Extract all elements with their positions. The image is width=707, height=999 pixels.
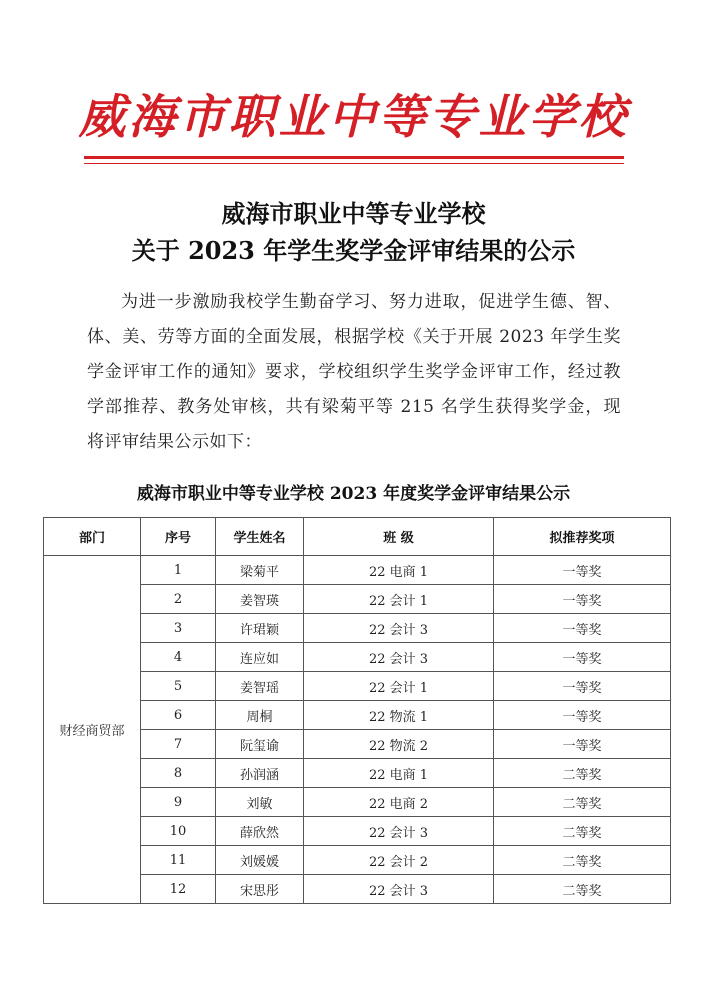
cell-award: 一等奖: [494, 672, 671, 701]
cell-name: 阮玺谕: [216, 730, 304, 759]
cell-award: 一等奖: [494, 614, 671, 643]
cell-award: 二等奖: [494, 846, 671, 875]
cell-award: 一等奖: [494, 585, 671, 614]
cell-no: 12: [141, 875, 216, 904]
cell-class: 22 会计 3: [304, 817, 494, 846]
cell-name: 刘媛媛: [216, 846, 304, 875]
letterhead-rule-thick: [84, 156, 624, 159]
cell-no: 1: [141, 556, 216, 585]
cell-award: 二等奖: [494, 817, 671, 846]
header-name: 学生姓名: [216, 518, 304, 556]
cell-award: 一等奖: [494, 730, 671, 759]
cell-no: 8: [141, 759, 216, 788]
cell-class: 22 会计 1: [304, 585, 494, 614]
cell-no: 11: [141, 846, 216, 875]
cell-award: 一等奖: [494, 556, 671, 585]
letterhead-school-name: 威海市职业中等专业学校: [78, 90, 629, 145]
results-table: [43, 517, 671, 904]
cell-class: 22 会计 2: [304, 846, 494, 875]
cell-award: 二等奖: [494, 759, 671, 788]
cell-no: 6: [141, 701, 216, 730]
cell-no: 2: [141, 585, 216, 614]
cell-class: 22 物流 2: [304, 730, 494, 759]
table-caption: 威海市职业中等专业学校 2023 年度奖学金评审结果公示: [136, 484, 571, 504]
letterhead-rule-thin: [84, 163, 624, 164]
cell-no: 10: [141, 817, 216, 846]
table-row: [44, 556, 671, 585]
cell-name: 连应如: [216, 643, 304, 672]
announcement-intro: 为进一步激励我校学生勤奋学习、努力进取，促进学生德、智、体、美、劳等方面的全面发展，根据学校《关于开展 2023 年学生奖学金评审工作的通知》要求，学校组织学生奖学金评审工作，经过教学部推荐、教务处审核，共有梁菊平等 215 名学生获得奖学金，现将评审结果公示如下：: [87, 292, 621, 452]
announcement-title-line1: 威海市职业中等专业学校: [221, 199, 486, 228]
cell-name: 宋思彤: [216, 875, 304, 904]
cell-name: 薛欣然: [216, 817, 304, 846]
cell-name: 刘敏: [216, 788, 304, 817]
table-header-row: [44, 518, 671, 556]
header-no: 序号: [141, 518, 216, 556]
announcement-title-line2: 关于 2023 年学生奖学金评审结果的公示: [131, 236, 576, 265]
header-dept: 部门: [44, 518, 141, 556]
cell-award: 一等奖: [494, 643, 671, 672]
cell-name: 姜智瑶: [216, 672, 304, 701]
cell-no: 3: [141, 614, 216, 643]
header-class: 班 级: [304, 518, 494, 556]
cell-award: 二等奖: [494, 788, 671, 817]
cell-award: 二等奖: [494, 875, 671, 904]
cell-class: 22 电商 1: [304, 556, 494, 585]
cell-class: 22 电商 2: [304, 788, 494, 817]
cell-no: 7: [141, 730, 216, 759]
cell-name: 周桐: [216, 701, 304, 730]
cell-class: 22 物流 1: [304, 701, 494, 730]
cell-name: 许珺颖: [216, 614, 304, 643]
cell-class: 22 会计 1: [304, 672, 494, 701]
cell-class: 22 电商 1: [304, 759, 494, 788]
cell-name: 姜智瑛: [216, 585, 304, 614]
header-award: 拟推荐奖项: [494, 518, 671, 556]
cell-award: 一等奖: [494, 701, 671, 730]
cell-class: 22 会计 3: [304, 875, 494, 904]
cell-name: 孙润涵: [216, 759, 304, 788]
department-cell: 财经商贸部: [44, 556, 141, 904]
cell-name: 梁菊平: [216, 556, 304, 585]
cell-class: 22 会计 3: [304, 614, 494, 643]
cell-no: 4: [141, 643, 216, 672]
cell-no: 9: [141, 788, 216, 817]
cell-class: 22 会计 3: [304, 643, 494, 672]
cell-no: 5: [141, 672, 216, 701]
